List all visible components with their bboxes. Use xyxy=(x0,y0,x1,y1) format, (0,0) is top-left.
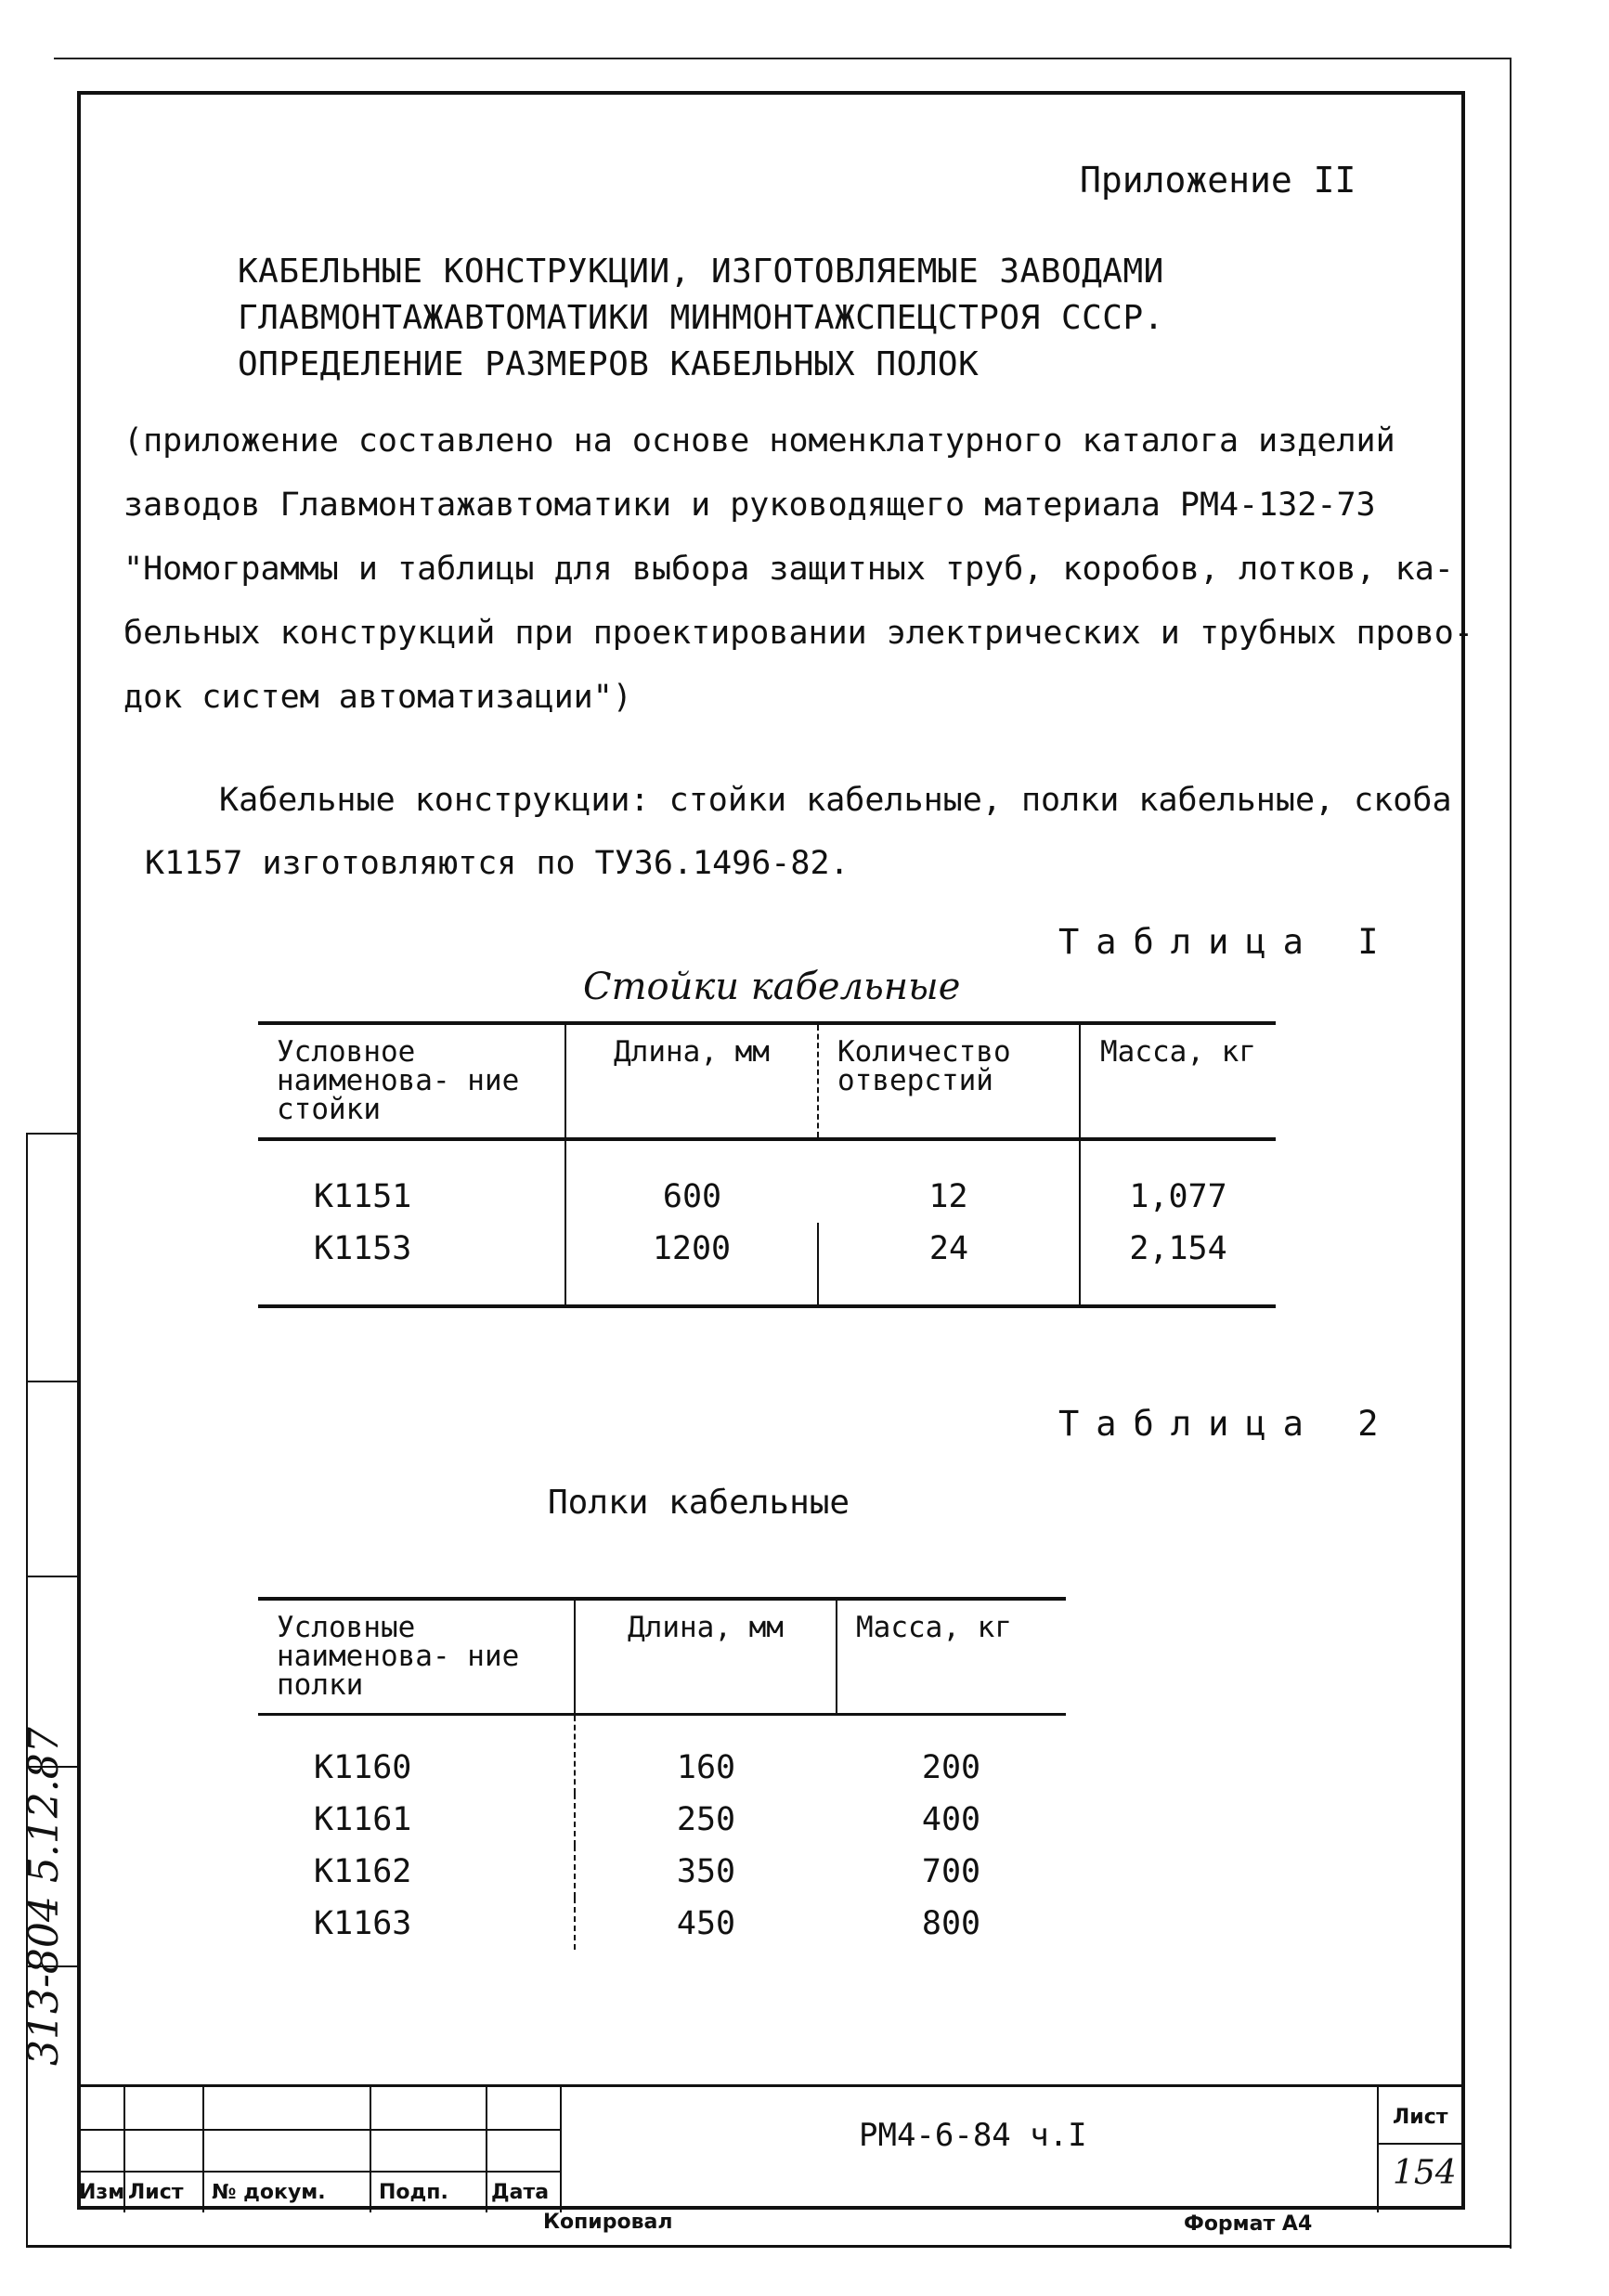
body-line-2: К1157 изготовляются по ТУ36.1496-82. xyxy=(145,845,850,882)
sheet-number: 154 xyxy=(1393,2154,1457,2192)
format-label: Формат А4 xyxy=(1184,2212,1313,2236)
t1-header-holes: Количество отверстий xyxy=(818,1023,1080,1139)
table-row: К1151 600 12 1,077 xyxy=(258,1139,1276,1223)
title-line-1: КАБЕЛЬНЫЕ КОНСТРУКЦИИ, ИЗГОТОВЛЯЕМЫЕ ЗАВОДАМИ xyxy=(238,253,1164,291)
t1-header-name: Условное наименова- ние стойки xyxy=(258,1023,565,1139)
left-binding-strip xyxy=(26,1133,77,2247)
tb-col-sign: Подп. xyxy=(379,2181,448,2204)
side-handwritten-note: 313-804 5.12.87 xyxy=(20,1727,68,2066)
table-row: К1160 160 200 xyxy=(258,1715,1066,1795)
intro-line-1: (приложение составлено на основе номенклатурного каталога изделий xyxy=(123,422,1395,460)
table2-title: Полки кабельные xyxy=(548,1484,850,1522)
bottom-border xyxy=(26,2245,1512,2248)
title-block xyxy=(77,2084,1465,2212)
intro-line-2: заводов Главмонтажавтоматики и руководящего материала РМ4-132-73 xyxy=(123,486,1376,524)
table2-caption: Таблица 2 xyxy=(1058,1404,1395,1444)
intro-line-5: док систем автоматизации") xyxy=(123,679,632,716)
table1-caption: Таблица I xyxy=(1058,922,1395,962)
table1-title: Стойки кабельные xyxy=(583,966,961,1008)
tb-col-rev: Изм xyxy=(79,2181,125,2204)
tb-col-sheet: Лист xyxy=(128,2181,184,2204)
title-line-3: ОПРЕДЕЛЕНИЕ РАЗМЕРОВ КАБЕЛЬНЫХ ПОЛОК xyxy=(238,345,980,383)
t1-header-length: Длина, мм xyxy=(565,1023,818,1139)
t1-header-mass: Масса, кг xyxy=(1100,1035,1256,1069)
tb-col-docnum: № докум. xyxy=(212,2181,326,2204)
copied-label: Копировал xyxy=(543,2211,673,2234)
t2-header-length: Длина, мм xyxy=(575,1599,837,1715)
table-row: К1163 450 800 xyxy=(258,1898,1066,1950)
intro-line-3: "Номограммы и таблицы для выбора защитных труб, коробов, лотков, ка- xyxy=(123,551,1454,588)
body-line-1: Кабельные конструкции: стойки кабельные, полки кабельные, скоба xyxy=(219,782,1452,819)
table-cable-shelves xyxy=(258,1597,1066,1950)
sheet-label: Лист xyxy=(1393,2106,1448,2129)
outer-frame-right xyxy=(1510,58,1512,2249)
title-line-2: ГЛАВМОНТАЖАВТОМАТИКИ МИНМОНТАЖСПЕЦСТРОЯ СССР. xyxy=(238,299,1164,337)
t2-header-mass: Масса, кг xyxy=(856,1611,1012,1644)
intro-line-4: бельных конструкций при проектировании электрических и трубных прово- xyxy=(123,615,1473,652)
outer-frame-top xyxy=(54,58,1512,59)
document-code: РМ4-6-84 ч.I xyxy=(859,2117,1087,2154)
table-row: К1161 250 400 xyxy=(258,1794,1066,1846)
table-row: К1162 350 700 xyxy=(258,1846,1066,1898)
table-row: К1153 1200 24 2,154 xyxy=(258,1223,1276,1306)
tb-col-date: Дата xyxy=(491,2181,550,2204)
appendix-label: Приложение II xyxy=(1080,160,1356,201)
t2-header-name: Условные наименова- ние полки xyxy=(258,1599,575,1715)
table-cable-racks xyxy=(258,1021,1276,1308)
